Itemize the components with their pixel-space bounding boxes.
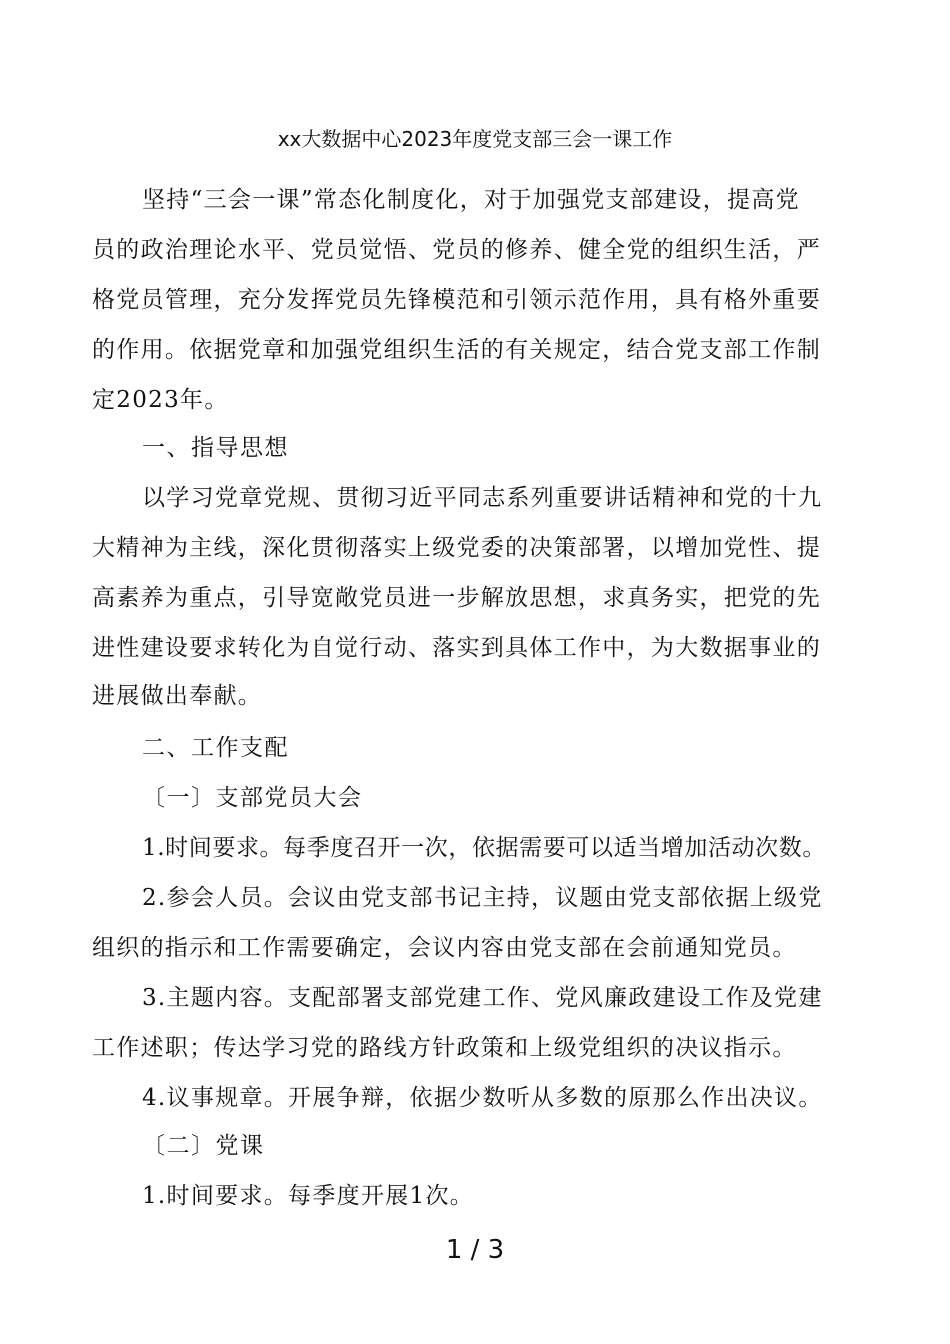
meeting-item-2-line-1: 2.参会人员。会议由党支部书记主持，议题由党支部依据上级党 xyxy=(142,885,823,911)
section1-line-4: 进性建设要求转化为自觉行动、落实到具体工作中，为大数据事业的 xyxy=(92,635,821,661)
intro-line-1: 坚持“三会一课”常态化制度化，对于加强党支部建设，提高党 xyxy=(142,187,800,213)
meeting-item-2-line-2: 组织的指示和工作需要确定，会议内容由党支部在会前通知党员。 xyxy=(92,935,797,961)
lecture-item-1: 1.时间要求。每季度开展1次。 xyxy=(142,1183,475,1209)
section1-line-3: 高素养为重点，引导宽敞党员进一步解放思想，求真务实，把党的先 xyxy=(92,585,821,611)
section-heading-guiding-thought: 一、指导思想 xyxy=(142,435,289,461)
subsection-heading-party-member-meeting: 〔一〕支部党员大会 xyxy=(142,785,363,811)
section-heading-work-arrangement: 二、工作支配 xyxy=(142,735,289,761)
meeting-item-3-line-1: 3.主题内容。支配部署支部党建工作、党风廉政建设工作及党建 xyxy=(142,985,823,1011)
page-number: 1 / 3 xyxy=(445,1235,505,1265)
section1-line-5: 进展做出奉献。 xyxy=(92,683,263,709)
subsection-heading-party-lecture: 〔二〕党课 xyxy=(142,1133,265,1159)
intro-line-2: 员的政治理论水平、党员觉悟、党员的修养、健全党的组织生活，严 xyxy=(92,237,821,263)
section1-line-1: 以学习党章党规、贯彻习近平同志系列重要讲话精神和党的十九 xyxy=(142,485,823,511)
section1-line-2: 大精神为主线，深化贯彻落实上级党委的决策部署，以增加党性、提 xyxy=(92,535,821,561)
meeting-item-1: 1.时间要求。每季度召开一次，依据需要可以适当增加活动次数。 xyxy=(142,835,826,861)
document-title: xx大数据中心2023年度党支部三会一课工作 xyxy=(277,127,673,151)
intro-line-3: 格党员管理，充分发挥党员先锋模范和引领示范作用，具有格外重要 xyxy=(92,287,821,313)
intro-line-5: 定2023年。 xyxy=(92,387,229,413)
meeting-item-3-line-2: 工作述职；传达学习党的路线方针政策和上级党组织的决议指示。 xyxy=(92,1035,797,1061)
intro-line-4: 的作用。依据党章和加强党组织生活的有关规定，结合党支部工作制 xyxy=(92,337,821,363)
meeting-item-4: 4.议事规章。开展争辩，依据少数听从多数的原那么作出决议。 xyxy=(142,1085,823,1111)
